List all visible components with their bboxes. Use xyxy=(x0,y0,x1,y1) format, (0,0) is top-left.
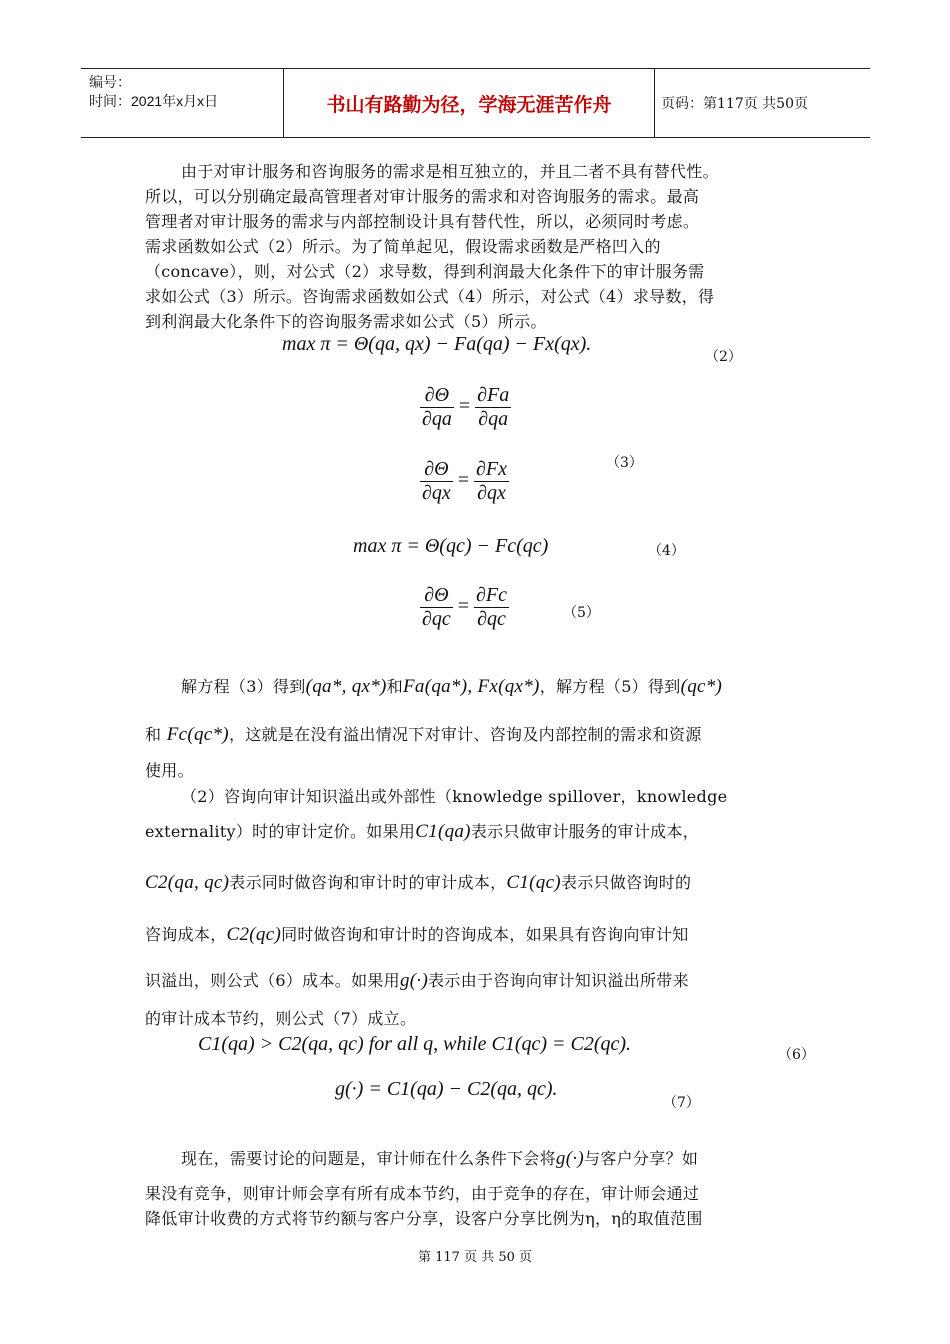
page-header xyxy=(81,68,870,138)
fraction-numerator: ∂Θ xyxy=(420,384,454,408)
math-inline: C2(qa, qc) xyxy=(145,872,230,893)
text-line xyxy=(145,968,805,992)
math-inline: g(·) xyxy=(399,970,429,991)
math-inline: C2(qc) xyxy=(226,924,282,945)
text-line: 的审计成本节约，则公式（7）成立。 xyxy=(145,1009,417,1028)
text-line: 所以，可以分别确定最高管理者对审计服务的需求和对咨询服务的需求。最高 xyxy=(145,187,700,206)
text-span: ，解方程（5）得到 xyxy=(539,677,681,696)
equation-number: （4） xyxy=(648,543,685,559)
equation-3a: $\frac{\partial\Theta}{\partial qa}$ = $\frac{\partial Fa}{\partial qa}$ xyxy=(422,384,510,430)
text-line xyxy=(145,870,805,894)
text-span: 表示由于咨询向审计知识溢出所带来 xyxy=(428,971,689,990)
fraction-denominator: ∂qc xyxy=(477,608,506,630)
fraction-denominator: ∂qx xyxy=(422,482,451,504)
text-line xyxy=(145,1146,805,1170)
fraction-denominator: ∂qa xyxy=(422,408,452,430)
fraction-denominator: ∂qc xyxy=(422,608,451,630)
text-span: 解方程（3）得到 xyxy=(181,677,306,696)
text-span: 表示只做咨询时的 xyxy=(560,873,692,892)
text-line: 降低审计收费的方式将节约额与客户分享，设客户分享比例为η，η的取值范围 xyxy=(145,1209,703,1228)
text-line xyxy=(145,922,805,946)
header-motto: 书山有路勤为径，学海无涯苦作舟 xyxy=(283,69,655,137)
fraction-numerator: ∂Θ xyxy=(420,458,453,482)
text-line: 果没有竞争，则审计师会享有所有成本节约，由于竞争的存在，审计师会通过 xyxy=(145,1184,700,1203)
text-line xyxy=(145,819,805,843)
text-span: 与客户分享？如 xyxy=(584,1149,699,1168)
header-number: 编号： xyxy=(89,74,131,90)
math-inline: (qc*) xyxy=(680,676,723,697)
equation-3b: $\frac{\partial\Theta}{\partial qx}$ = $\frac{\partial Fx}{\partial qx}$ xyxy=(422,458,508,504)
text-span: 和 xyxy=(145,725,162,744)
fraction-numerator: ∂Fa xyxy=(477,384,510,406)
text-line xyxy=(145,674,805,698)
equation-number: （3） xyxy=(606,455,643,471)
text-line: （concave），则，对公式（2）求导数，得到利润最大化条件下的审计服务需 xyxy=(145,262,705,281)
fraction-denominator: ∂qa xyxy=(478,408,509,430)
text-span: 同时做咨询和审计时的咨询成本，如果具有咨询向审计知 xyxy=(281,925,689,944)
text-span: 现在，需要讨论的问题是，审计师在什么条件下会将 xyxy=(181,1149,556,1168)
fraction-numerator: ∂Fc xyxy=(476,584,508,606)
text-line: 求如公式（3）所示。咨询需求函数如公式（4）所示，对公式（4）求导数，得 xyxy=(145,287,715,306)
equation-7: g(·) = C1(qa) − C2(qa, qc). xyxy=(335,1078,558,1100)
text-span: 表示只做审计服务的审计成本， xyxy=(470,822,700,841)
equation-number: （2） xyxy=(705,349,742,365)
text-span: externality）时的审计定价。如果用 xyxy=(145,822,416,841)
equation-2: max π = Θ(qa, qx) − Fa(qa) − Fx(qx). xyxy=(282,333,592,355)
equation-5: $\frac{\partial\Theta}{\partial qc}$ = $\frac{\partial Fc}{\partial qc}$ xyxy=(422,584,508,630)
text-span: 和 xyxy=(386,677,403,696)
text-span: ，这就是在没有溢出情况下对审计、咨询及内部控制的需求和资源 xyxy=(228,725,702,744)
fraction-numerator: ∂Θ xyxy=(420,584,453,608)
equation-number: （6） xyxy=(778,1047,815,1063)
fraction-numerator: ∂Fx xyxy=(476,458,508,480)
equation-6: C1(qa) > C2(qa, qc) for all q, while C1(qc) = C2(qc). xyxy=(198,1033,632,1055)
text-line: 管理者对审计服务的需求与内部控制设计具有替代性，所以，必须同时考虑。 xyxy=(145,212,700,231)
text-span: 咨询成本， xyxy=(145,925,227,944)
fraction-denominator: ∂qx xyxy=(477,482,506,504)
text-line: 由于对审计服务和咨询服务的需求是相互独立的，并且二者不具有替代性。 xyxy=(181,162,719,181)
text-line: （2）咨询向审计知识溢出或外部性（knowledge spillover，knowledge xyxy=(181,787,728,806)
text-line xyxy=(145,722,805,746)
text-line: 需求函数如公式（2）所示。为了简单起见，假设需求函数是严格凹入的 xyxy=(145,237,661,256)
header-meta xyxy=(81,69,283,137)
text-span: 识溢出，则公式（6）成本。如果用 xyxy=(145,971,400,990)
text-line: 使用。 xyxy=(145,761,194,780)
math-inline: C1(qa) xyxy=(415,821,471,842)
header-time: 时间：2021年x月x日 xyxy=(89,93,219,109)
math-inline: Fc(qc*) xyxy=(166,724,229,745)
equation-number: （7） xyxy=(663,1095,700,1111)
math-inline: g(·) xyxy=(555,1148,585,1169)
equation-number: （5） xyxy=(563,605,600,621)
header-page-number: 页码：第117页 共50页 xyxy=(661,96,808,112)
text-span: 表示同时做咨询和审计时的审计成本， xyxy=(229,873,507,892)
text-line: 到利润最大化条件下的咨询服务需求如公式（5）所示。 xyxy=(145,312,547,331)
math-inline: Fa(qa*), Fx(qx*) xyxy=(403,676,540,697)
page-footer: 第 117 页 共 50 页 xyxy=(417,1250,533,1265)
math-inline: (qa*, qx*) xyxy=(305,676,387,697)
equation-4: max π = Θ(qc) − Fc(qc) xyxy=(353,535,549,557)
math-inline: C1(qc) xyxy=(506,872,561,893)
